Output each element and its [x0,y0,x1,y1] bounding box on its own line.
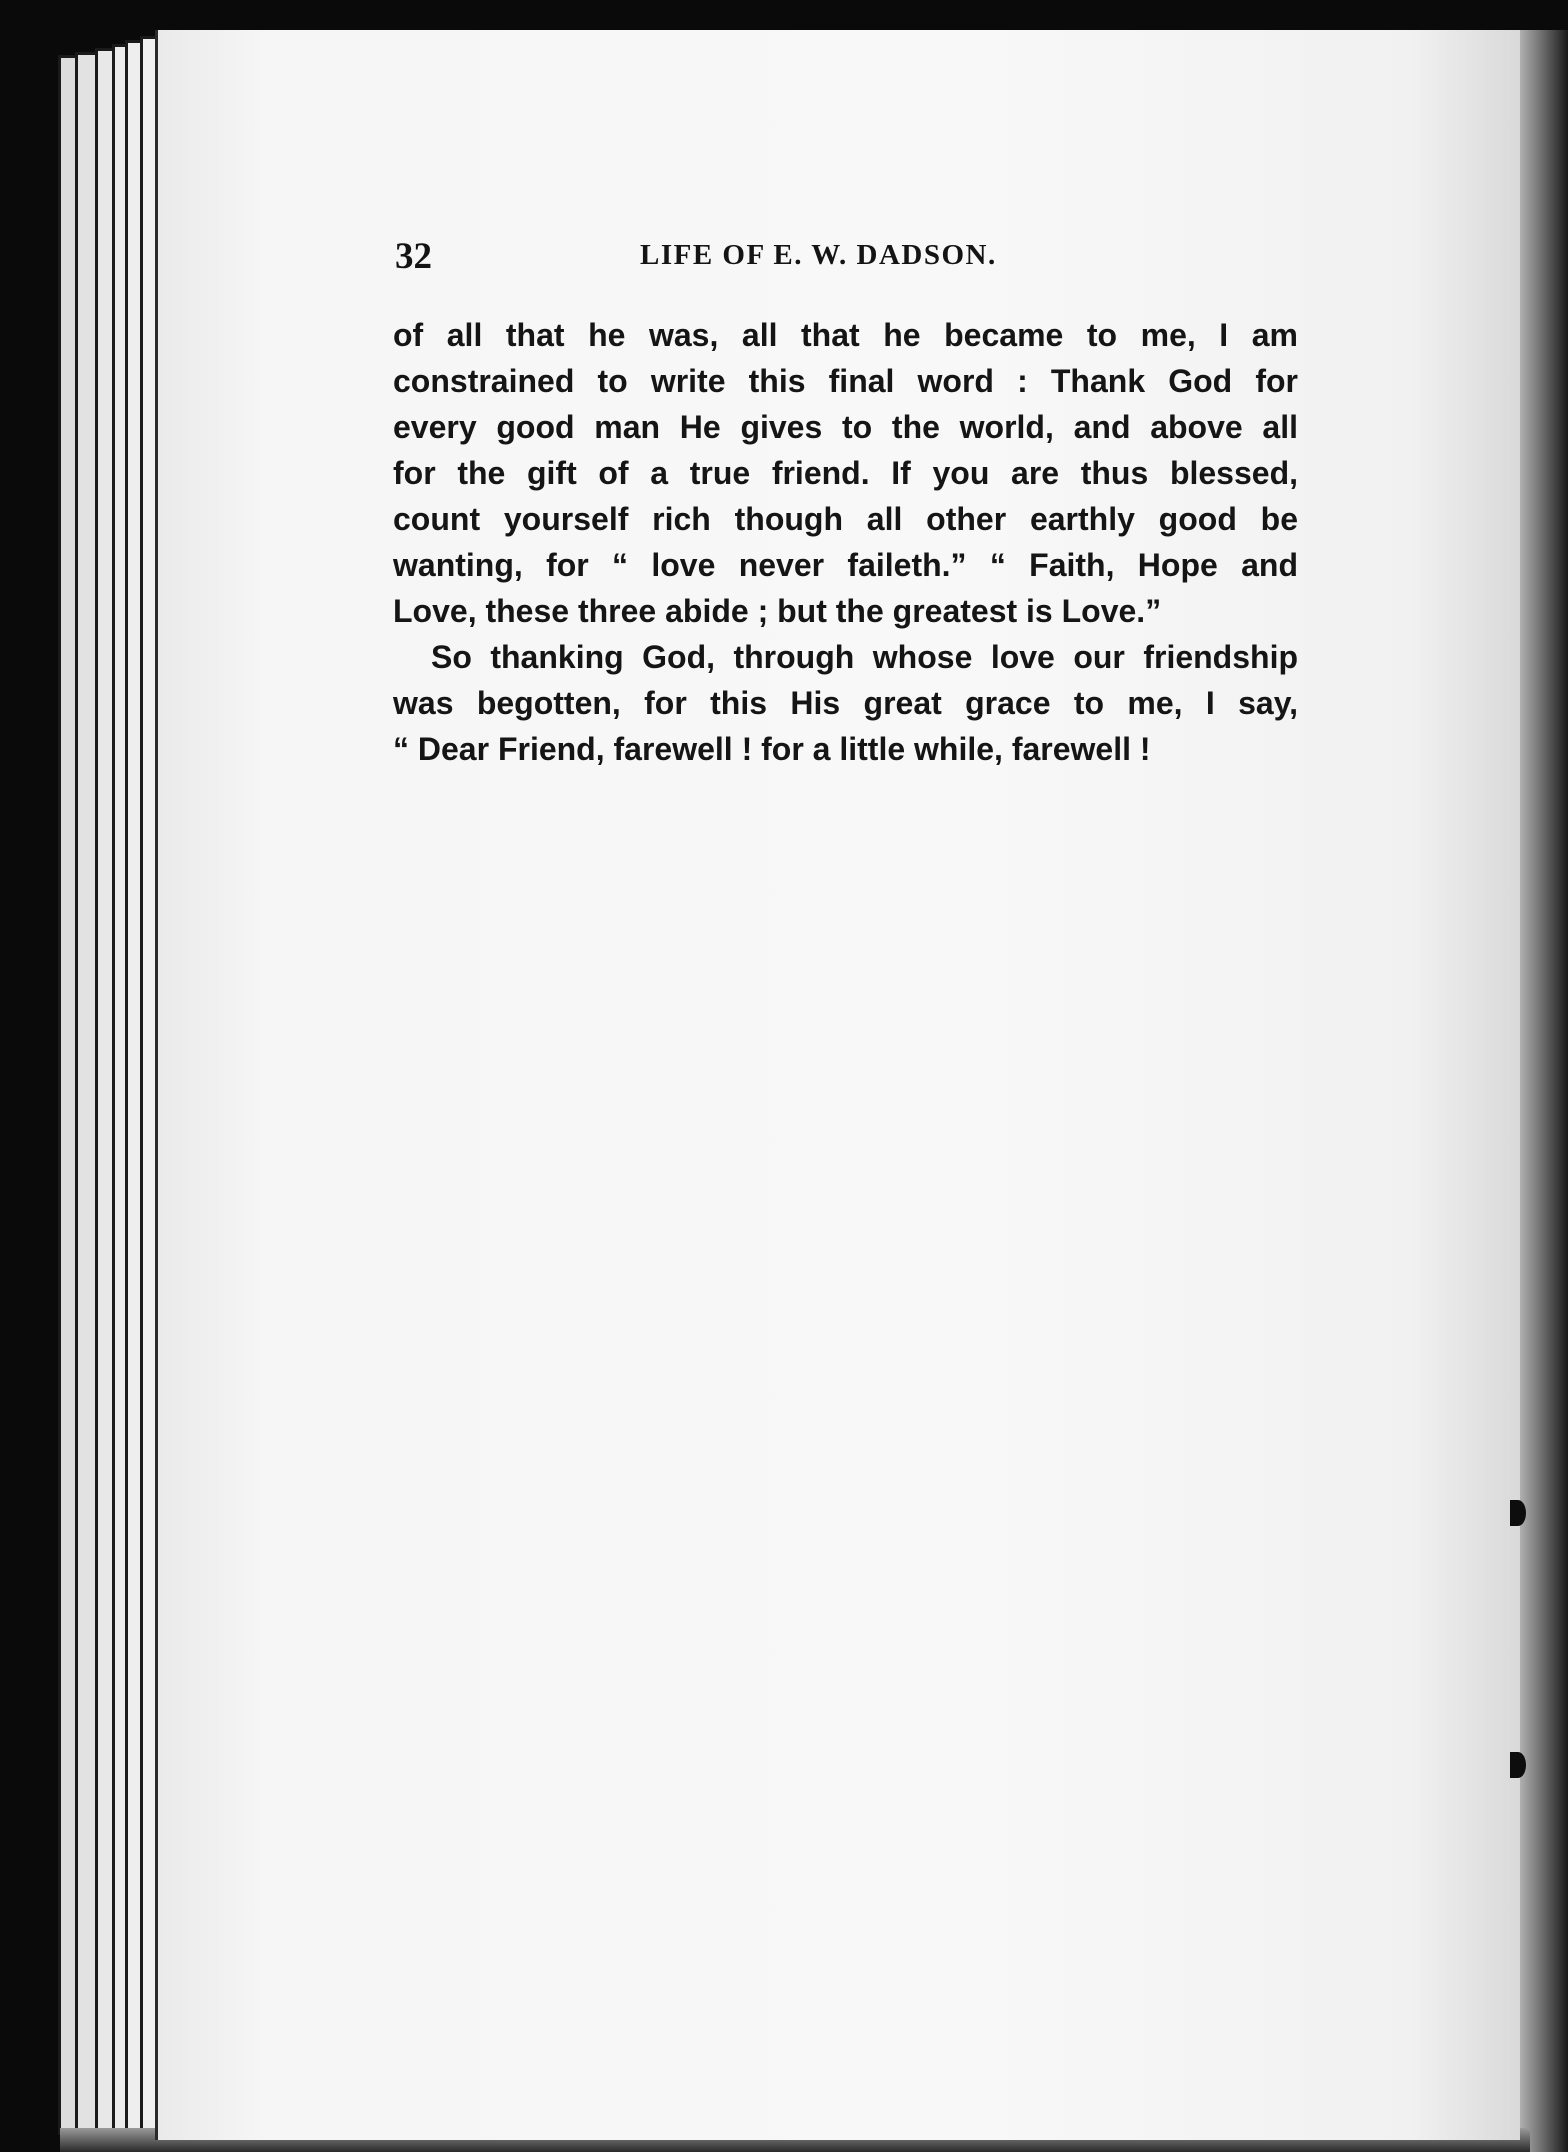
text-line: “ Dear Friend, farewell ! for a little while, farewell ! [393,731,1151,767]
edge-mark [1510,1752,1526,1778]
body-text [393,312,1298,772]
fore-edge [1518,30,1568,2152]
text-line: of all that he was, all that he became to me, I am [393,317,1298,353]
edge-mark [1510,1500,1526,1526]
paragraph [393,634,1298,772]
running-title: LIFE OF E. W. DADSON. [640,239,997,271]
text-line: wanting, for “ love never faileth.” “ Faith, Hope and [393,547,1298,583]
page-number: 32 [395,236,432,277]
text-line: was begotten, for this His great grace to me, I say, [393,685,1298,721]
text-line: for the gift of a true friend. If you are thus blessed, [393,455,1298,491]
text-line: Love, these three abide ; but the greatest is Love.” [393,593,1162,629]
text-line: count yourself rich though all other earthly good be [393,501,1298,537]
paragraph [393,312,1298,634]
text-line: every good man He gives to the world, and above all [393,409,1298,445]
text-line: constrained to write this final word : Thank God for [393,363,1298,399]
text-line: So thanking God, through whose love our friendship [431,639,1298,675]
running-head [395,235,1295,283]
